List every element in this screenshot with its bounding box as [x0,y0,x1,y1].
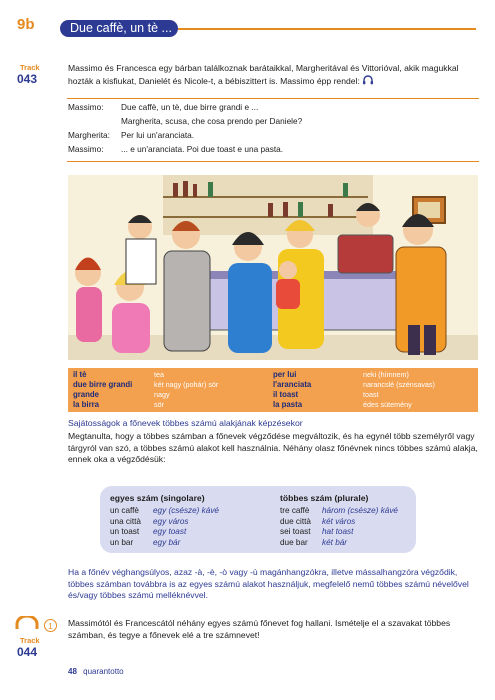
headphones-icon[interactable] [362,75,374,89]
page-title: Due caffè, un tè ... [60,20,178,37]
singular-word: una città [110,516,141,526]
vocab-hungarian: sör [154,400,164,409]
line-text: Per lui un'aranciata. [121,130,195,140]
vocab-italian: il tè [73,370,87,379]
grammar-table [100,486,416,553]
vocab-italian: per lui [273,370,297,379]
vocab-hungarian: neki (hímnem) [363,370,409,379]
plural-translation: hat toast [322,527,354,537]
plural-word: due città [280,516,311,526]
dialogue-top-rule [67,98,479,99]
plural-word: tre caffè [280,506,310,515]
page-number-word: quarantotto [83,667,124,676]
vocab-italian: la pasta [273,400,303,409]
singular-word: un caffè [110,506,139,515]
grammar-title: Sajátosságok a főnevek többes számú alakjának képzésekor [68,418,303,428]
track-number: 043 [17,72,38,86]
singular-translation: egy (csésze) kávé [153,506,219,515]
grammar-note: Ha a főnév véghangsúlyos, azaz -à, -è, -ò vagy -ù magánhangzókra, illetve mássalhangzóra végződik, többes számban továbbra is az egyes számú alakot használjuk, megfelelő nemű többes számú névelővel és/vagy többes számú melléknévvel. [68,567,469,601]
vocab-hungarian: narancslé (szénsavas) [363,380,435,389]
vocab-hungarian: nagy [154,390,170,399]
vocab-box-right [269,368,478,412]
singular-translation: egy bár [153,537,181,547]
singular-word: un toast [110,527,140,537]
plural-word: due bar [280,537,308,547]
line-text: Due caffè, un tè, due birre grandi e ... [121,102,259,112]
grammar-body: Megtanulta, hogy a többes számban a főnevek végződése megváltozik, és ha egynél több személyről vagy tárgyról van szó, a többes számú alakot kell használnia. Néhány olasz főnévnek nincs többes számú alakja, ennek oka a végződésük: [68,431,478,465]
singular-translation: egy toast [153,527,187,537]
unit-number: 9b [17,16,35,33]
vocab-italian: la birra [73,400,100,409]
header-rule [178,28,476,30]
track-label: Track [20,63,40,72]
exercise-number: 1 [44,619,57,632]
plural-translation: két bár [322,537,348,547]
line-text: Margherita, scusa, che cosa prendo per Daniele? [121,116,303,126]
vocab-italian: grande [73,390,99,399]
headphones-icon[interactable] [14,616,40,630]
singular-word: un bar [110,537,134,547]
intro-text: Massimo és Francesca egy bárban találkoznak barátaikkal, Margheritával és Vittorióval, akik magukkal hozták a kisfiukat, Danielét és Nicole-t, a bébiszittert is. Massimo épp rendel: [68,63,459,86]
singular-header: egyes szám (singolare) [110,493,205,503]
page-footer [68,667,124,676]
vocab-italian: il toast [273,390,299,399]
plural-translation: két város [322,516,356,526]
plural-translation: három (csésze) kávé [322,506,398,515]
dialogue [68,101,478,159]
bar-scene-illustration [68,175,478,360]
plural-word: sei toast [280,527,311,537]
track-number: 044 [17,645,38,659]
speaker: Massimo: [68,102,104,112]
singular-translation: egy város [153,516,189,526]
vocab-box-left [68,368,270,412]
vocab-italian: l'aranciata [273,380,312,389]
vocab-italian: due birre grandi [73,380,133,389]
exercise-text: Massimótól és Francescától néhány egyes számú főnevet fog hallani. Ismételje el a szavakat többes számban, és tegye a főnevek elé a tre számnevet! [68,618,451,640]
vocab-hungarian: édes sütemény [363,400,412,409]
speaker: Margherita: [68,130,110,140]
intro-paragraph [68,63,478,88]
track-label: Track [20,636,40,645]
vocab-hungarian: két nagy (pohár) sör [154,380,219,389]
speaker: Massimo: [68,144,104,154]
vocab-hungarian: tea [154,370,164,379]
vocab-hungarian: toast [363,390,379,399]
dialogue-bottom-rule [67,161,479,162]
plural-header: többes szám (plurale) [280,493,369,503]
page-number: 48 [68,667,77,676]
line-text: ... e un'aranciata. Poi due toast e una pasta. [121,144,284,154]
